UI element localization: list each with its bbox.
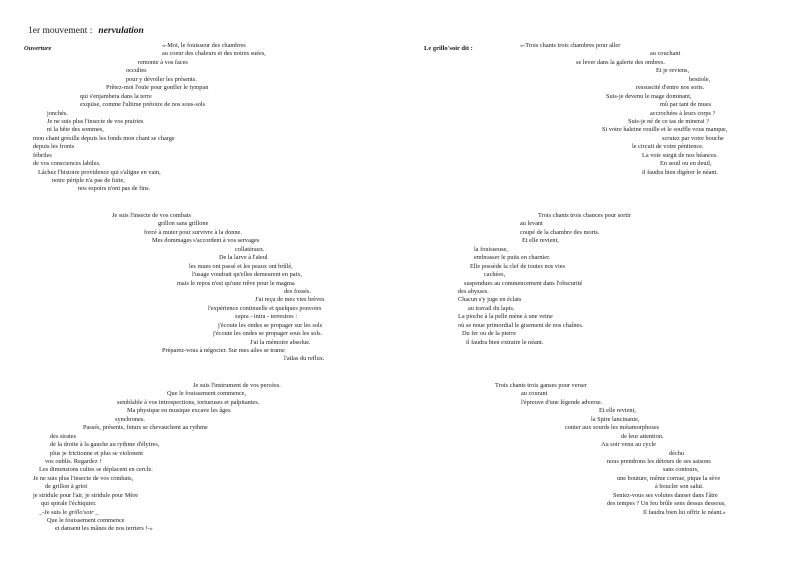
poem-line: Les dimensions cultes se déplacent en cercle. xyxy=(39,466,153,474)
poem-line: J'ai la mémoire absolue. xyxy=(250,338,311,346)
poem-line: Elle possède la clef de toutes nos vies xyxy=(470,262,565,270)
movement-heading xyxy=(28,26,144,36)
movement-title: nervulation xyxy=(98,26,144,36)
poem-line: à boucler son salut. xyxy=(655,483,704,491)
poem-line: notre périple n'a pas de fuite, xyxy=(52,177,125,184)
stanza-ganses xyxy=(495,382,726,517)
poem-line: il faudra bien digérer le néant. xyxy=(642,168,718,176)
poem-line: «-Trois chants trois chambres pour aller xyxy=(520,42,621,49)
poem-line: ressuscité d'entre nos sorts. xyxy=(636,84,705,92)
poem-line: Préparez-vous à négocier. Sur mes ailes se trame xyxy=(162,347,285,354)
poem-line: l'usage voudrait qu'elles demeurent en paix, xyxy=(192,271,302,279)
poem-line: Si votre haleine rouille et le souffle vous manque, xyxy=(602,126,728,134)
poem-line: Suis-je devenu le mage dominant, xyxy=(606,92,692,100)
poem-line: plus je frictionne et plus se violonent xyxy=(50,449,144,457)
poem-line: des abysses. xyxy=(458,287,489,295)
poem-line: conter aux sourds les métamorphoses xyxy=(565,424,660,432)
poem-line: de grillon à griot xyxy=(45,483,88,491)
poem-line: synchrones. xyxy=(115,415,145,423)
poem-line: bestiole, xyxy=(689,75,711,83)
poem-line: occultes xyxy=(126,67,147,75)
poem-line: En seuil ou en deuil, xyxy=(660,160,712,168)
poem-line: forcé à muter pour survivre à la donne. xyxy=(144,228,242,236)
poem-line: les mues ont passé et les peaux ont brûlé, xyxy=(189,262,293,270)
poem-line: suspendues au commencement dans l'obscurité xyxy=(464,279,583,287)
poem-line: La voie surgit de nos béances. xyxy=(642,151,718,159)
poem-line: la fouisseuse, xyxy=(474,245,508,253)
poem-line: La pioche à la pelle mène à une veine xyxy=(458,313,553,321)
poem-line: Trois chants trois chances pour sortir xyxy=(538,212,631,219)
poem-line: qui spirale l'échiquier. xyxy=(41,500,97,508)
poem-line: jonchés. xyxy=(47,109,68,117)
poem-line: une bouture, même cornue, pique la sève xyxy=(617,474,721,482)
poem-line: de vos consciences labiles. xyxy=(33,160,101,168)
poem-line: _-Je suis le grillo'soir _ xyxy=(39,508,99,516)
poem-line: le circuit de votre pénitence. xyxy=(632,143,704,151)
movement-number: 1er mouvement : xyxy=(28,26,93,36)
poem-line: remonte à vos faces xyxy=(138,58,188,66)
poem-line: vos oublis. Regardez ! xyxy=(45,457,102,465)
poem-line: où se noue primordial le gisement de nos chaînes. xyxy=(458,321,584,329)
poem-line: Sentez-vous ses volutes danser dans l'âtre xyxy=(613,491,718,499)
poem-line: au travail du lapis. xyxy=(468,304,515,312)
poem-line: l'atlas du reflux. xyxy=(284,355,325,363)
poem-line: Chacun s'y juge en éclats xyxy=(458,296,522,304)
poem-line: et dansent les mânes de nos terriers !-» xyxy=(55,525,153,533)
poem-line: qui s'enjambera dans la terre xyxy=(80,92,152,100)
poem-line: déchu xyxy=(669,449,685,457)
poem-line: je stridule pour l'air, je stridule pour Mère xyxy=(33,491,139,499)
poem-line: mais le repos n'est qu'une trêve pour le magma xyxy=(177,279,295,287)
poem-line: depuis les fronts xyxy=(33,143,75,151)
poem-line: au levant xyxy=(520,220,543,228)
poem-line: scrutez par votre bouche xyxy=(662,134,724,142)
poem-line: Et je reviens, xyxy=(656,67,690,75)
poem-line: Je ne suis plus l'insecte de vos combats, xyxy=(33,474,134,482)
poem-line: j'écoute les ondes se propager sur les sols xyxy=(218,321,323,329)
poem-line: au coeur des chaleurs et des noires suées, xyxy=(162,50,266,58)
poem-line: Que le fouissement commence xyxy=(47,517,125,524)
poem-line: mon chant grésille depuis les fonds mon chant se charge xyxy=(33,134,175,142)
poem-line: Et elle revient, xyxy=(599,407,636,415)
poem-line: l'expérience continuelle et quelques pouvoirs xyxy=(208,304,322,312)
poem-line: sans contours, xyxy=(663,466,699,474)
poem-line: fébriles xyxy=(33,151,52,159)
poem-line: nos espoirs n'ont pas de fins. xyxy=(78,185,151,193)
poem-line: embrasser le puits en charnier. xyxy=(474,254,551,262)
poem-line: Passés, présents, futurs se chevauchent au rythme xyxy=(83,424,208,432)
poem-line: il faudra bien extraire le néant. xyxy=(466,338,544,346)
poem-line: Au soir venu au cycle xyxy=(601,441,656,449)
poem-line: «-Moi, le fouisseur des chambres xyxy=(162,42,246,49)
poem-line: cachées, xyxy=(484,271,506,279)
section-label-ouverture: Ouverture xyxy=(24,45,52,52)
poem-line: la Spire lancinante, xyxy=(591,415,640,423)
poem-line: Prêtez-moi l'ouïe pour gonfler le tympan xyxy=(106,84,209,92)
stanza-insecte-combats xyxy=(112,212,325,364)
stanza-instrument xyxy=(33,382,281,534)
poem-line: ni la bête des sommes, xyxy=(47,126,104,134)
poem-line: exquise, comme l'ultime prétoire de nos sous-sols xyxy=(80,101,206,109)
stanza-chances xyxy=(458,212,631,347)
poem-line: Je ne suis plus l'insecte de vos prairies xyxy=(47,117,144,125)
poem-line: grillon sans grillone xyxy=(158,220,209,228)
poem-line: Trois chants trois ganses pour verser xyxy=(495,382,587,389)
poem-line: J'ai reçu de mes vies brèves xyxy=(255,296,325,304)
poem-line: accrochées à leurs corps ? xyxy=(650,109,716,117)
poem-line: au courant xyxy=(521,390,548,398)
poem-line: l'épreuve d'une légende adverse. xyxy=(521,398,603,406)
poem-line: Je suis l'insecte de vos combats xyxy=(112,212,191,219)
section-label-grillosoir: Le grillo'soir dit : xyxy=(424,45,473,52)
poem-line: mû par tant de mues xyxy=(660,101,712,109)
poem-line: Ma physique en musique excave les âges xyxy=(127,407,231,415)
poem-line: des fossés. xyxy=(284,287,311,295)
poem-line: Du fer ou de la pierre xyxy=(462,330,517,338)
poem-line: des tempes ? Un feu brûle sens dessus dessous, xyxy=(607,500,726,508)
poem-line: Il faudra bien lui offrir le néant.» xyxy=(643,508,726,516)
poem-line: au couchant xyxy=(650,50,681,58)
poem-line: Lâchez l'histoire providence qui s'aligne en vain, xyxy=(38,168,161,176)
poem-line: j'écoute les ondes se propager sous les sols. xyxy=(213,330,323,338)
poem-line: coupé de la chambre des morts. xyxy=(520,228,600,236)
poem-line: supra - intra - terrestres : xyxy=(235,313,298,321)
poem-line: Que le fouissement commence, xyxy=(167,390,247,398)
poem-line: semblable à vos introspections, tortueuses et palpitantes. xyxy=(117,398,260,406)
poem-line: De la larve à l'aïeul xyxy=(219,254,268,262)
poem-line: Suis-je né de ce tas de minerai ? xyxy=(628,117,709,125)
poem-line: pour y dévoiler les présents. xyxy=(126,75,197,83)
stanza-ouverture xyxy=(30,42,266,194)
poem-line: Et elle revient, xyxy=(522,237,559,245)
poem-line: se lever dans la galerie des ombres. xyxy=(576,58,665,66)
poem-line: Mes dommages s'accordent à vos servages xyxy=(152,237,260,245)
poem-line: nous prendrons les détours de ses saisons xyxy=(607,457,711,465)
poem-line: des strates xyxy=(50,432,77,440)
poem-line: collatéraux. xyxy=(235,245,265,253)
stanza-grillosoir xyxy=(442,42,727,177)
poem-line: de la droite à la gauche au rythme d'élytres, xyxy=(50,441,160,449)
poem-line: de leur attention. xyxy=(621,432,664,440)
poem-line: Je suis l'instrument de vos percées. xyxy=(193,382,281,389)
